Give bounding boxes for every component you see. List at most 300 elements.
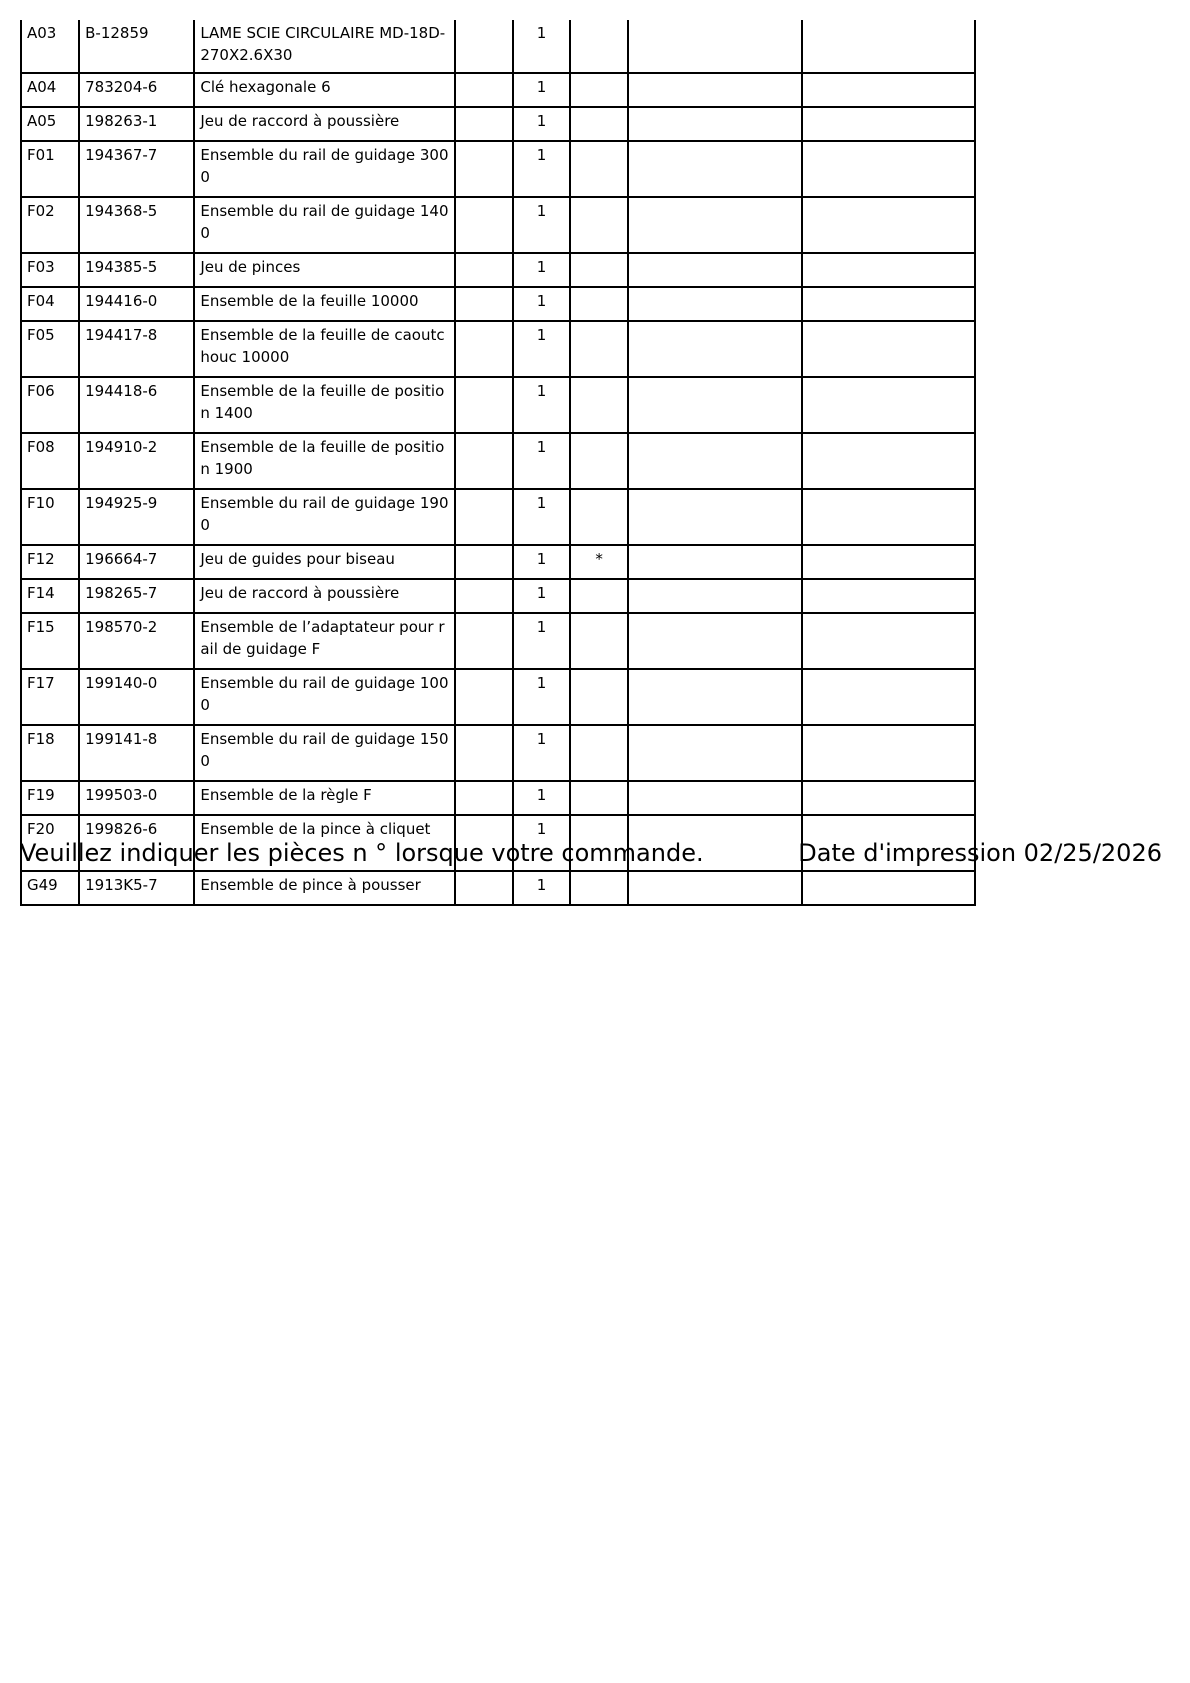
note-cell-text [629, 872, 800, 880]
mark-cell-text [571, 378, 627, 386]
note-cell [628, 781, 801, 815]
ref-cell-text: F08 [27, 438, 55, 456]
extra-cell [455, 253, 513, 287]
quantity-cell [513, 197, 570, 253]
part-number-cell-text: 194385-5 [85, 258, 158, 276]
mark-cell [570, 489, 628, 545]
quantity-cell [513, 579, 570, 613]
quantity-cell [513, 669, 570, 725]
part-number-cell-text: 194910-2 [85, 438, 158, 456]
description-cell-text: LAME SCIE CIRCULAIRE MD-18D-270X2.6X30 [200, 24, 446, 64]
extra-cell-text [456, 322, 512, 330]
part-number-cell [79, 871, 194, 905]
quantity-cell-text: 1 [536, 258, 547, 276]
ref-cell-text: F03 [27, 258, 55, 276]
note-cell-text [803, 378, 974, 386]
description-cell [194, 669, 455, 725]
mark-cell-text [571, 254, 627, 262]
extra-cell [455, 613, 513, 669]
ref-cell [21, 73, 79, 107]
note-cell [628, 545, 801, 579]
part-number-cell-text: 198570-2 [85, 618, 158, 636]
ref-cell-text: A03 [27, 24, 57, 42]
description-cell-text: Clé hexagonale 6 [200, 78, 331, 96]
note-cell-text [629, 198, 800, 206]
part-number-cell [79, 73, 194, 107]
note-cell [628, 613, 801, 669]
quantity-cell [513, 613, 570, 669]
ref-cell-text: F14 [27, 584, 55, 602]
mark-cell [570, 579, 628, 613]
description-cell [194, 725, 455, 781]
quantity-cell-text: 1 [536, 112, 547, 130]
mark-cell [570, 321, 628, 377]
note-cell-text [629, 816, 800, 824]
extra-cell [455, 73, 513, 107]
description-cell [194, 321, 455, 377]
quantity-cell [513, 871, 570, 905]
extra-cell-text [456, 20, 512, 28]
quantity-cell [513, 20, 570, 73]
note-cell-text [803, 614, 974, 622]
extra-cell [455, 287, 513, 321]
description-cell [194, 287, 455, 321]
part-number-cell-text: 198263-1 [85, 112, 158, 130]
note-cell [628, 253, 801, 287]
description-cell-text: Ensemble de pince à pousser [200, 876, 421, 894]
description-cell-text: Jeu de raccord à poussière [200, 112, 400, 130]
note-cell [802, 579, 975, 613]
note-cell [802, 725, 975, 781]
ref-cell [21, 107, 79, 141]
table-row [21, 781, 975, 815]
quantity-cell-text: 1 [536, 550, 547, 568]
quantity-cell-text: 1 [536, 382, 547, 400]
note-cell-text [803, 322, 974, 330]
part-number-cell [79, 321, 194, 377]
ref-cell [21, 579, 79, 613]
note-cell-text [629, 288, 800, 296]
description-cell-text: Ensemble du rail de guidage 1900 [200, 494, 449, 534]
table-row [21, 669, 975, 725]
note-cell-text [803, 546, 974, 554]
part-number-cell [79, 107, 194, 141]
mark-cell [570, 871, 628, 905]
description-cell [194, 73, 455, 107]
mark-cell-text [571, 322, 627, 330]
part-number-cell-text: 194368-5 [85, 202, 158, 220]
note-cell-text [629, 108, 800, 116]
description-cell [194, 579, 455, 613]
ref-cell [21, 725, 79, 781]
mark-cell [570, 377, 628, 433]
note-cell [802, 669, 975, 725]
description-cell [194, 141, 455, 197]
note-cell [628, 321, 801, 377]
print-date: Date d'impression 02/25/2026 [798, 839, 1162, 867]
order-note: Veuillez indiquer les pièces n ° lorsque votre commande. [20, 839, 704, 867]
quantity-cell-text: 1 [536, 78, 547, 96]
note-cell-text [803, 288, 974, 296]
parts-table [20, 20, 976, 906]
part-number-cell-text: 194416-0 [85, 292, 158, 310]
note-cell [802, 545, 975, 579]
mark-cell-text [571, 580, 627, 588]
description-cell [194, 613, 455, 669]
description-cell-text: Jeu de pinces [200, 258, 301, 276]
quantity-cell-text: 1 [536, 730, 547, 748]
part-number-cell-text: 1913K5-7 [85, 876, 158, 894]
note-cell [802, 613, 975, 669]
note-cell-text [803, 198, 974, 206]
extra-cell-text [456, 872, 512, 880]
extra-cell-text [456, 74, 512, 82]
extra-cell-text [456, 816, 512, 824]
quantity-cell-text: 1 [536, 876, 547, 894]
note-cell [628, 433, 801, 489]
ref-cell-text: F06 [27, 382, 55, 400]
quantity-cell [513, 781, 570, 815]
part-number-cell [79, 725, 194, 781]
quantity-cell [513, 489, 570, 545]
mark-cell-text [571, 434, 627, 442]
note-cell [802, 377, 975, 433]
extra-cell-text [456, 726, 512, 734]
quantity-cell-text: 1 [536, 618, 547, 636]
extra-cell-text [456, 580, 512, 588]
extra-cell [455, 725, 513, 781]
note-cell-text [629, 782, 800, 790]
part-number-cell [79, 197, 194, 253]
table-row [21, 579, 975, 613]
extra-cell-text [456, 142, 512, 150]
mark-cell [570, 433, 628, 489]
ref-cell [21, 377, 79, 433]
description-cell-text: Ensemble du rail de guidage 1400 [200, 202, 449, 242]
note-cell-text [803, 782, 974, 790]
quantity-cell [513, 725, 570, 781]
extra-cell-text [456, 490, 512, 498]
note-cell [628, 287, 801, 321]
note-cell-text [629, 614, 800, 622]
ref-cell [21, 669, 79, 725]
extra-cell [455, 781, 513, 815]
note-cell-text [803, 142, 974, 150]
part-number-cell-text: 199503-0 [85, 786, 158, 804]
part-number-cell-text: 199140-0 [85, 674, 158, 692]
extra-cell-text [456, 378, 512, 386]
ref-cell [21, 321, 79, 377]
mark-cell-text [571, 490, 627, 498]
table-row [21, 545, 975, 579]
description-cell-text: Ensemble de la feuille de position 1900 [200, 438, 445, 478]
ref-cell [21, 781, 79, 815]
mark-cell [570, 613, 628, 669]
extra-cell [455, 107, 513, 141]
mark-cell [570, 73, 628, 107]
ref-cell-text: F04 [27, 292, 55, 310]
part-number-cell-text: 194367-7 [85, 146, 158, 164]
mark-cell [570, 781, 628, 815]
quantity-cell [513, 545, 570, 579]
note-cell [628, 107, 801, 141]
note-cell-text [803, 74, 974, 82]
description-cell [194, 489, 455, 545]
part-number-cell-text: 194417-8 [85, 326, 158, 344]
ref-cell-text: F19 [27, 786, 55, 804]
extra-cell [455, 579, 513, 613]
table-row [21, 141, 975, 197]
part-number-cell [79, 377, 194, 433]
mark-cell-text [571, 198, 627, 206]
table-row [21, 253, 975, 287]
quantity-cell [513, 287, 570, 321]
extra-cell [455, 489, 513, 545]
ref-cell-text: A04 [27, 78, 57, 96]
description-cell-text: Jeu de raccord à poussière [200, 584, 400, 602]
description-cell-text: Ensemble de l’adaptateur pour rail de guidage F [200, 618, 445, 658]
note-cell [802, 107, 975, 141]
ref-cell [21, 545, 79, 579]
quantity-cell [513, 377, 570, 433]
mark-cell [570, 287, 628, 321]
ref-cell-text: F17 [27, 674, 55, 692]
part-number-cell-text: 199826-6 [85, 820, 158, 838]
table-row [21, 613, 975, 669]
mark-cell [570, 253, 628, 287]
quantity-cell-text: 1 [536, 326, 547, 344]
note-cell [628, 489, 801, 545]
note-cell [802, 197, 975, 253]
note-cell [628, 377, 801, 433]
description-cell-text: Ensemble du rail de guidage 1500 [200, 730, 449, 770]
extra-cell-text [456, 288, 512, 296]
note-cell [802, 781, 975, 815]
note-cell [628, 141, 801, 197]
note-cell-text [629, 74, 800, 82]
note-cell-text [629, 726, 800, 734]
extra-cell-text [456, 670, 512, 678]
table-row [21, 489, 975, 545]
mark-cell-text [571, 816, 627, 824]
extra-cell-text [456, 198, 512, 206]
description-cell-text: Ensemble du rail de guidage 1000 [200, 674, 449, 714]
table-row [21, 107, 975, 141]
note-cell-text [629, 546, 800, 554]
note-cell [802, 253, 975, 287]
table-row [21, 197, 975, 253]
ref-cell [21, 287, 79, 321]
mark-cell [570, 669, 628, 725]
mark-cell [570, 141, 628, 197]
ref-cell-text: G49 [27, 876, 58, 894]
part-number-cell [79, 489, 194, 545]
part-number-cell [79, 669, 194, 725]
description-cell [194, 197, 455, 253]
note-cell-text [629, 322, 800, 330]
extra-cell [455, 871, 513, 905]
ref-cell-text: F05 [27, 326, 55, 344]
ref-cell [21, 433, 79, 489]
mark-cell-text [571, 74, 627, 82]
description-cell-text: Ensemble de la feuille 10000 [200, 292, 419, 310]
note-cell-text [629, 490, 800, 498]
note-cell [628, 725, 801, 781]
note-cell [802, 489, 975, 545]
description-cell-text: Jeu de guides pour biseau [200, 550, 395, 568]
description-cell-text: Ensemble de la feuille de caoutchouc 10000 [200, 326, 445, 366]
extra-cell [455, 377, 513, 433]
part-number-cell [79, 781, 194, 815]
quantity-cell-text: 1 [536, 292, 547, 310]
note-cell-text [803, 254, 974, 262]
ref-cell-text: F18 [27, 730, 55, 748]
mark-cell-text [571, 142, 627, 150]
part-number-cell [79, 579, 194, 613]
quantity-cell-text: 1 [536, 494, 547, 512]
part-number-cell [79, 253, 194, 287]
extra-cell-text [456, 614, 512, 622]
extra-cell [455, 141, 513, 197]
description-cell [194, 107, 455, 141]
ref-cell [21, 141, 79, 197]
note-cell [802, 73, 975, 107]
note-cell-text [803, 670, 974, 678]
extra-cell-text [456, 546, 512, 554]
extra-cell-text [456, 782, 512, 790]
mark-cell-text [571, 872, 627, 880]
ref-cell-text: A05 [27, 112, 57, 130]
quantity-cell [513, 433, 570, 489]
quantity-cell-text: 1 [536, 146, 547, 164]
note-cell-text [803, 872, 974, 880]
extra-cell-text [456, 108, 512, 116]
table-row [21, 377, 975, 433]
note-cell [628, 20, 801, 73]
extra-cell [455, 321, 513, 377]
note-cell [628, 669, 801, 725]
note-cell-text [803, 434, 974, 442]
note-cell [802, 871, 975, 905]
mark-cell [570, 107, 628, 141]
ref-cell [21, 613, 79, 669]
part-number-cell-text: 194925-9 [85, 494, 158, 512]
note-cell-text [803, 816, 974, 824]
note-cell-text [629, 20, 800, 28]
note-cell-text [629, 670, 800, 678]
mark-cell [570, 20, 628, 73]
note-cell-text [629, 142, 800, 150]
note-cell-text [803, 726, 974, 734]
mark-cell-text: * [595, 550, 603, 568]
note-cell-text [803, 490, 974, 498]
mark-cell [570, 725, 628, 781]
ref-cell [21, 871, 79, 905]
quantity-cell-text: 1 [536, 438, 547, 456]
description-cell-text: Ensemble de la pince à cliquet [200, 820, 431, 838]
note-cell [802, 287, 975, 321]
part-number-cell [79, 141, 194, 197]
part-number-cell [79, 287, 194, 321]
mark-cell-text [571, 670, 627, 678]
note-cell [628, 197, 801, 253]
part-number-cell [79, 613, 194, 669]
ref-cell-text: F20 [27, 820, 55, 838]
table-row [21, 73, 975, 107]
part-number-cell-text: B-12859 [85, 24, 149, 42]
note-cell [802, 20, 975, 73]
extra-cell [455, 669, 513, 725]
note-cell-text [629, 434, 800, 442]
part-number-cell [79, 545, 194, 579]
mark-cell-text [571, 20, 627, 28]
ref-cell-text: F15 [27, 618, 55, 636]
description-cell [194, 433, 455, 489]
parts-table-body [21, 20, 975, 905]
description-cell [194, 545, 455, 579]
description-cell [194, 871, 455, 905]
description-cell [194, 377, 455, 433]
ref-cell [21, 253, 79, 287]
part-number-cell [79, 20, 194, 73]
description-cell [194, 781, 455, 815]
description-cell-text: Ensemble de la règle F [200, 786, 372, 804]
mark-cell-text [571, 782, 627, 790]
note-cell [802, 433, 975, 489]
extra-cell [455, 197, 513, 253]
description-cell-text: Ensemble du rail de guidage 3000 [200, 146, 449, 186]
note-cell-text [803, 580, 974, 588]
quantity-cell [513, 321, 570, 377]
extra-cell-text [456, 254, 512, 262]
part-number-cell-text: 199141-8 [85, 730, 158, 748]
ref-cell-text: F02 [27, 202, 55, 220]
table-row [21, 725, 975, 781]
quantity-cell-text: 1 [536, 202, 547, 220]
quantity-cell [513, 141, 570, 197]
quantity-cell [513, 73, 570, 107]
mark-cell-text [571, 108, 627, 116]
ref-cell [21, 489, 79, 545]
quantity-cell [513, 107, 570, 141]
part-number-cell-text: 783204-6 [85, 78, 158, 96]
ref-cell [21, 197, 79, 253]
table-row [21, 321, 975, 377]
extra-cell [455, 20, 513, 73]
quantity-cell-text: 1 [536, 820, 547, 838]
note-cell [628, 73, 801, 107]
mark-cell-text [571, 288, 627, 296]
part-number-cell-text: 198265-7 [85, 584, 158, 602]
extra-cell [455, 433, 513, 489]
note-cell-text [803, 20, 974, 28]
table-row [21, 20, 975, 73]
table-row [21, 433, 975, 489]
extra-cell-text [456, 434, 512, 442]
quantity-cell-text: 1 [536, 584, 547, 602]
note-cell [802, 321, 975, 377]
quantity-cell-text: 1 [536, 24, 547, 42]
part-number-cell-text: 194418-6 [85, 382, 158, 400]
note-cell-text [803, 108, 974, 116]
quantity-cell [513, 253, 570, 287]
note-cell-text [629, 378, 800, 386]
note-cell [628, 579, 801, 613]
ref-cell [21, 20, 79, 73]
part-number-cell [79, 433, 194, 489]
quantity-cell-text: 1 [536, 786, 547, 804]
note-cell-text [629, 254, 800, 262]
